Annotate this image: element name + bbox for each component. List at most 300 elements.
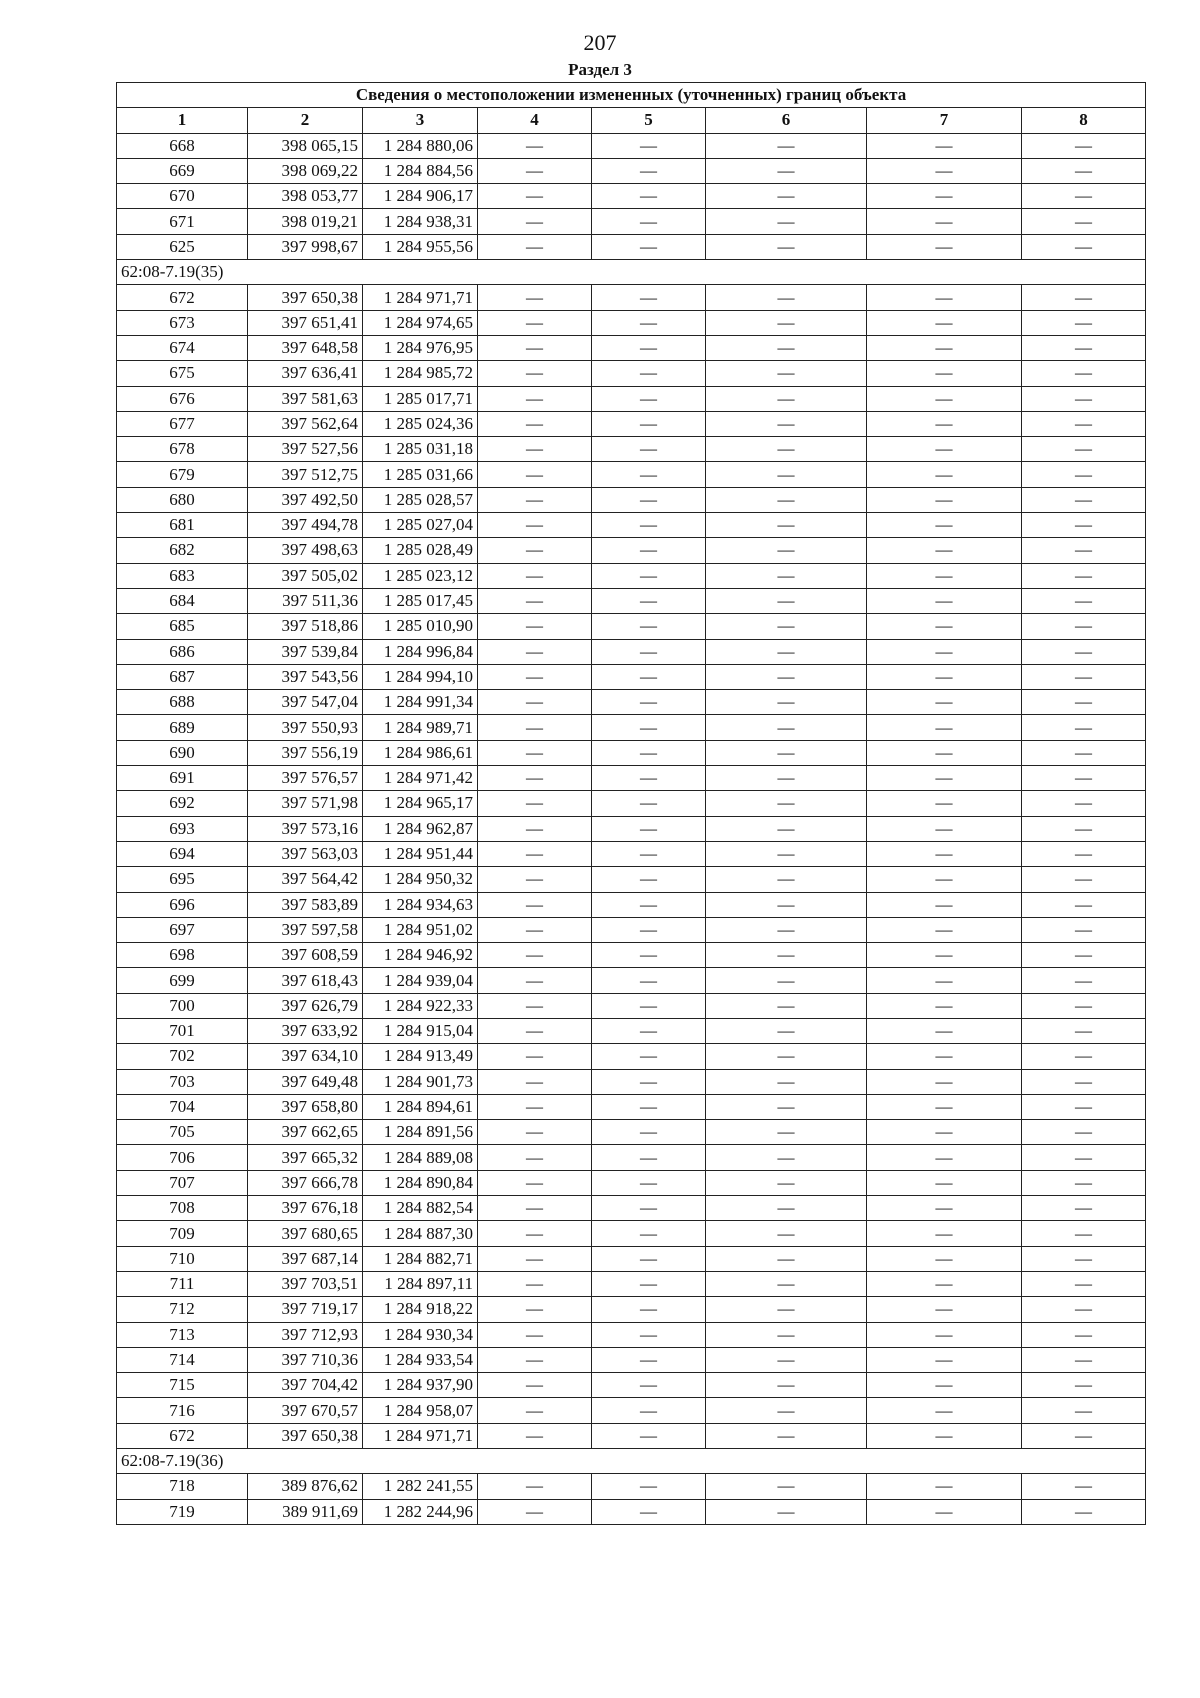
table-row (117, 538, 1146, 563)
column-7-cell: — (867, 664, 1022, 689)
column-7-cell: — (867, 234, 1022, 259)
column-6-cell: — (706, 513, 867, 538)
column-8-cell: — (1022, 639, 1146, 664)
x-coordinate-cell: 397 676,18 (248, 1196, 363, 1221)
table-row (117, 1398, 1146, 1423)
column-4-cell: — (478, 1069, 592, 1094)
column-4-cell: — (478, 943, 592, 968)
y-coordinate-cell: 1 284 951,44 (363, 841, 478, 866)
table-row (117, 462, 1146, 487)
y-coordinate-cell: 1 284 887,30 (363, 1221, 478, 1246)
column-6-cell: — (706, 1170, 867, 1195)
column-7-cell: — (867, 411, 1022, 436)
column-8-cell: — (1022, 487, 1146, 512)
column-8-cell: — (1022, 588, 1146, 613)
column-6-cell: — (706, 386, 867, 411)
x-coordinate-cell: 398 019,21 (248, 209, 363, 234)
table-row (117, 310, 1146, 335)
column-6-cell: — (706, 285, 867, 310)
column-header: 6 (706, 108, 867, 133)
column-4-cell: — (478, 816, 592, 841)
column-8-cell: — (1022, 1094, 1146, 1119)
x-coordinate-cell: 397 492,50 (248, 487, 363, 512)
group-row (117, 1449, 1146, 1474)
column-5-cell: — (592, 892, 706, 917)
column-7-cell: — (867, 1094, 1022, 1119)
column-5-cell: — (592, 1145, 706, 1170)
point-number-cell: 689 (117, 715, 248, 740)
table-row (117, 513, 1146, 538)
column-4-cell: — (478, 462, 592, 487)
y-coordinate-cell: 1 284 958,07 (363, 1398, 478, 1423)
x-coordinate-cell: 397 573,16 (248, 816, 363, 841)
point-number-cell: 671 (117, 209, 248, 234)
column-6-cell: — (706, 184, 867, 209)
table-row (117, 209, 1146, 234)
column-5-cell: — (592, 437, 706, 462)
x-coordinate-cell: 397 703,51 (248, 1271, 363, 1296)
x-coordinate-cell: 397 597,58 (248, 917, 363, 942)
column-4-cell: — (478, 335, 592, 360)
column-header: 2 (248, 108, 363, 133)
point-number-cell: 684 (117, 588, 248, 613)
column-5-cell: — (592, 1297, 706, 1322)
column-6-cell: — (706, 335, 867, 360)
point-number-cell: 674 (117, 335, 248, 360)
column-8-cell: — (1022, 285, 1146, 310)
table-row (117, 664, 1146, 689)
table-row (117, 1044, 1146, 1069)
table-row (117, 1094, 1146, 1119)
column-8-cell: — (1022, 1018, 1146, 1043)
column-4-cell: — (478, 1145, 592, 1170)
table-row (117, 816, 1146, 841)
column-7-cell: — (867, 1044, 1022, 1069)
column-7-cell: — (867, 361, 1022, 386)
column-7-cell: — (867, 892, 1022, 917)
column-6-cell: — (706, 538, 867, 563)
column-6-cell: — (706, 1246, 867, 1271)
table-row (117, 943, 1146, 968)
table-row (117, 1145, 1146, 1170)
table-row (117, 158, 1146, 183)
x-coordinate-cell: 397 626,79 (248, 993, 363, 1018)
column-8-cell: — (1022, 411, 1146, 436)
column-6-cell: — (706, 664, 867, 689)
column-7-cell: — (867, 1145, 1022, 1170)
table-row (117, 1297, 1146, 1322)
point-number-cell: 691 (117, 766, 248, 791)
column-6-cell: — (706, 1018, 867, 1043)
column-8-cell: — (1022, 816, 1146, 841)
column-5-cell: — (592, 335, 706, 360)
column-5-cell: — (592, 1499, 706, 1524)
y-coordinate-cell: 1 284 922,33 (363, 993, 478, 1018)
column-8-cell: — (1022, 1499, 1146, 1524)
y-coordinate-cell: 1 284 971,42 (363, 766, 478, 791)
column-4-cell: — (478, 1094, 592, 1119)
column-8-cell: — (1022, 1221, 1146, 1246)
point-number-cell: 675 (117, 361, 248, 386)
column-8-cell: — (1022, 158, 1146, 183)
column-7-cell: — (867, 513, 1022, 538)
column-8-cell: — (1022, 841, 1146, 866)
y-coordinate-cell: 1 284 882,71 (363, 1246, 478, 1271)
point-number-cell: 709 (117, 1221, 248, 1246)
column-7-cell: — (867, 816, 1022, 841)
y-coordinate-cell: 1 282 241,55 (363, 1474, 478, 1499)
point-number-cell: 687 (117, 664, 248, 689)
y-coordinate-cell: 1 282 244,96 (363, 1499, 478, 1524)
column-5-cell: — (592, 588, 706, 613)
column-7-cell: — (867, 740, 1022, 765)
column-4-cell: — (478, 1170, 592, 1195)
table-row (117, 487, 1146, 512)
column-8-cell: — (1022, 690, 1146, 715)
y-coordinate-cell: 1 284 996,84 (363, 639, 478, 664)
column-5-cell: — (592, 968, 706, 993)
column-4-cell: — (478, 614, 592, 639)
column-7-cell: — (867, 690, 1022, 715)
x-coordinate-cell: 397 518,86 (248, 614, 363, 639)
column-5-cell: — (592, 715, 706, 740)
column-6-cell: — (706, 158, 867, 183)
column-6-cell: — (706, 943, 867, 968)
point-number-cell: 710 (117, 1246, 248, 1271)
column-7-cell: — (867, 209, 1022, 234)
y-coordinate-cell: 1 284 991,34 (363, 690, 478, 715)
column-8-cell: — (1022, 917, 1146, 942)
point-number-cell: 690 (117, 740, 248, 765)
y-coordinate-cell: 1 285 028,49 (363, 538, 478, 563)
column-5-cell: — (592, 816, 706, 841)
group-label: 62:08-7.19(36) (117, 1449, 1146, 1474)
point-number-cell: 683 (117, 563, 248, 588)
x-coordinate-cell: 397 562,64 (248, 411, 363, 436)
column-8-cell: — (1022, 1069, 1146, 1094)
column-5-cell: — (592, 209, 706, 234)
column-4-cell: — (478, 234, 592, 259)
point-number-cell: 676 (117, 386, 248, 411)
column-7-cell: — (867, 437, 1022, 462)
column-6-cell: — (706, 816, 867, 841)
table-row (117, 1347, 1146, 1372)
column-7-cell: — (867, 917, 1022, 942)
column-5-cell: — (592, 310, 706, 335)
y-coordinate-cell: 1 284 955,56 (363, 234, 478, 259)
x-coordinate-cell: 398 053,77 (248, 184, 363, 209)
point-number-cell: 680 (117, 487, 248, 512)
point-number-cell: 696 (117, 892, 248, 917)
column-5-cell: — (592, 841, 706, 866)
point-number-cell: 692 (117, 791, 248, 816)
y-coordinate-cell: 1 284 913,49 (363, 1044, 478, 1069)
column-5-cell: — (592, 285, 706, 310)
column-8-cell: — (1022, 1322, 1146, 1347)
y-coordinate-cell: 1 284 891,56 (363, 1120, 478, 1145)
table-row (117, 1170, 1146, 1195)
column-5-cell: — (592, 1246, 706, 1271)
y-coordinate-cell: 1 284 974,65 (363, 310, 478, 335)
point-number-cell: 704 (117, 1094, 248, 1119)
point-number-cell: 699 (117, 968, 248, 993)
column-8-cell: — (1022, 335, 1146, 360)
column-6-cell: — (706, 209, 867, 234)
y-coordinate-cell: 1 284 918,22 (363, 1297, 478, 1322)
column-4-cell: — (478, 437, 592, 462)
point-number-cell: 688 (117, 690, 248, 715)
column-5-cell: — (592, 1196, 706, 1221)
column-5-cell: — (592, 563, 706, 588)
column-7-cell: — (867, 791, 1022, 816)
column-8-cell: — (1022, 1145, 1146, 1170)
column-7-cell: — (867, 639, 1022, 664)
section-title: Раздел 3 (568, 60, 632, 79)
y-coordinate-cell: 1 284 933,54 (363, 1347, 478, 1372)
x-coordinate-cell: 397 658,80 (248, 1094, 363, 1119)
column-8-cell: — (1022, 715, 1146, 740)
x-coordinate-cell: 397 670,57 (248, 1398, 363, 1423)
column-5-cell: — (592, 234, 706, 259)
column-4-cell: — (478, 1398, 592, 1423)
column-7-cell: — (867, 1373, 1022, 1398)
y-coordinate-cell: 1 284 986,61 (363, 740, 478, 765)
column-4-cell: — (478, 639, 592, 664)
column-8-cell: — (1022, 234, 1146, 259)
point-number-cell: 670 (117, 184, 248, 209)
column-8-cell: — (1022, 1246, 1146, 1271)
column-6-cell: — (706, 1322, 867, 1347)
column-7-cell: — (867, 538, 1022, 563)
point-number-cell: 713 (117, 1322, 248, 1347)
column-5-cell: — (592, 1423, 706, 1448)
table-row (117, 892, 1146, 917)
column-6-cell: — (706, 867, 867, 892)
table-row (117, 234, 1146, 259)
column-7-cell: — (867, 487, 1022, 512)
x-coordinate-cell: 397 505,02 (248, 563, 363, 588)
table-row (117, 563, 1146, 588)
column-8-cell: — (1022, 1044, 1146, 1069)
column-8-cell: — (1022, 791, 1146, 816)
column-5-cell: — (592, 184, 706, 209)
column-8-cell: — (1022, 133, 1146, 158)
column-6-cell: — (706, 639, 867, 664)
column-7-cell: — (867, 1170, 1022, 1195)
x-coordinate-cell: 397 687,14 (248, 1246, 363, 1271)
column-5-cell: — (592, 1322, 706, 1347)
table-row (117, 766, 1146, 791)
table-row (117, 968, 1146, 993)
y-coordinate-cell: 1 285 028,57 (363, 487, 478, 512)
table-row (117, 133, 1146, 158)
point-number-cell: 669 (117, 158, 248, 183)
point-number-cell: 714 (117, 1347, 248, 1372)
column-5-cell: — (592, 386, 706, 411)
x-coordinate-cell: 397 680,65 (248, 1221, 363, 1246)
column-4-cell: — (478, 361, 592, 386)
table-row (117, 184, 1146, 209)
x-coordinate-cell: 397 649,48 (248, 1069, 363, 1094)
column-5-cell: — (592, 740, 706, 765)
page-number: 207 (583, 30, 617, 55)
column-8-cell: — (1022, 1423, 1146, 1448)
point-number-cell: 694 (117, 841, 248, 866)
table-row (117, 917, 1146, 942)
column-5-cell: — (592, 133, 706, 158)
x-coordinate-cell: 397 634,10 (248, 1044, 363, 1069)
column-7-cell: — (867, 993, 1022, 1018)
y-coordinate-cell: 1 284 906,17 (363, 184, 478, 209)
x-coordinate-cell: 397 527,56 (248, 437, 363, 462)
column-6-cell: — (706, 1069, 867, 1094)
column-8-cell: — (1022, 664, 1146, 689)
column-5-cell: — (592, 993, 706, 1018)
column-6-cell: — (706, 1271, 867, 1296)
y-coordinate-cell: 1 284 938,31 (363, 209, 478, 234)
x-coordinate-cell: 397 636,41 (248, 361, 363, 386)
column-5-cell: — (592, 411, 706, 436)
x-coordinate-cell: 397 998,67 (248, 234, 363, 259)
column-6-cell: — (706, 917, 867, 942)
y-coordinate-cell: 1 284 930,34 (363, 1322, 478, 1347)
table-row (117, 791, 1146, 816)
table-row (117, 1474, 1146, 1499)
column-8-cell: — (1022, 437, 1146, 462)
y-coordinate-cell: 1 284 965,17 (363, 791, 478, 816)
column-4-cell: — (478, 184, 592, 209)
column-6-cell: — (706, 563, 867, 588)
y-coordinate-cell: 1 285 017,45 (363, 588, 478, 613)
column-4-cell: — (478, 766, 592, 791)
x-coordinate-cell: 397 633,92 (248, 1018, 363, 1043)
column-6-cell: — (706, 614, 867, 639)
column-5-cell: — (592, 1120, 706, 1145)
y-coordinate-cell: 1 284 971,71 (363, 1423, 478, 1448)
column-8-cell: — (1022, 1196, 1146, 1221)
x-coordinate-cell: 397 563,03 (248, 841, 363, 866)
x-coordinate-cell: 397 494,78 (248, 513, 363, 538)
point-number-cell: 718 (117, 1474, 248, 1499)
column-5-cell: — (592, 917, 706, 942)
column-4-cell: — (478, 1499, 592, 1524)
point-number-cell: 705 (117, 1120, 248, 1145)
column-4-cell: — (478, 411, 592, 436)
column-4-cell: — (478, 968, 592, 993)
x-coordinate-cell: 398 069,22 (248, 158, 363, 183)
point-number-cell: 672 (117, 1423, 248, 1448)
column-7-cell: — (867, 1246, 1022, 1271)
point-number-cell: 711 (117, 1271, 248, 1296)
column-5-cell: — (592, 1044, 706, 1069)
column-4-cell: — (478, 1297, 592, 1322)
column-8-cell: — (1022, 1373, 1146, 1398)
column-5-cell: — (592, 639, 706, 664)
x-coordinate-cell: 397 648,58 (248, 335, 363, 360)
column-6-cell: — (706, 1044, 867, 1069)
column-7-cell: — (867, 1221, 1022, 1246)
column-7-cell: — (867, 1120, 1022, 1145)
point-number-cell: 685 (117, 614, 248, 639)
x-coordinate-cell: 397 550,93 (248, 715, 363, 740)
column-6-cell: — (706, 1297, 867, 1322)
table-row (117, 285, 1146, 310)
column-4-cell: — (478, 1120, 592, 1145)
x-coordinate-cell: 397 651,41 (248, 310, 363, 335)
table-row (117, 1018, 1146, 1043)
table-row (117, 715, 1146, 740)
table-row (117, 1373, 1146, 1398)
table-row (117, 690, 1146, 715)
column-4-cell: — (478, 664, 592, 689)
column-4-cell: — (478, 841, 592, 866)
column-5-cell: — (592, 791, 706, 816)
column-4-cell: — (478, 867, 592, 892)
column-5-cell: — (592, 766, 706, 791)
column-6-cell: — (706, 1373, 867, 1398)
column-5-cell: — (592, 664, 706, 689)
column-header: 4 (478, 108, 592, 133)
column-8-cell: — (1022, 1398, 1146, 1423)
column-6-cell: — (706, 968, 867, 993)
point-number-cell: 706 (117, 1145, 248, 1170)
column-8-cell: — (1022, 993, 1146, 1018)
column-5-cell: — (592, 361, 706, 386)
column-5-cell: — (592, 1474, 706, 1499)
y-coordinate-cell: 1 284 882,54 (363, 1196, 478, 1221)
column-5-cell: — (592, 1221, 706, 1246)
column-7-cell: — (867, 766, 1022, 791)
x-coordinate-cell: 397 539,84 (248, 639, 363, 664)
column-4-cell: — (478, 158, 592, 183)
column-4-cell: — (478, 740, 592, 765)
point-number-cell: 698 (117, 943, 248, 968)
column-6-cell: — (706, 411, 867, 436)
column-7-cell: — (867, 1196, 1022, 1221)
column-8-cell: — (1022, 867, 1146, 892)
column-8-cell: — (1022, 1474, 1146, 1499)
column-4-cell: — (478, 892, 592, 917)
y-coordinate-cell: 1 285 024,36 (363, 411, 478, 436)
column-6-cell: — (706, 1499, 867, 1524)
column-5-cell: — (592, 867, 706, 892)
column-7-cell: — (867, 1474, 1022, 1499)
column-7-cell: — (867, 1322, 1022, 1347)
column-6-cell: — (706, 1423, 867, 1448)
column-7-cell: — (867, 184, 1022, 209)
column-header-row (117, 108, 1146, 133)
y-coordinate-cell: 1 284 880,06 (363, 133, 478, 158)
x-coordinate-cell: 398 065,15 (248, 133, 363, 158)
column-7-cell: — (867, 462, 1022, 487)
table-row (117, 1423, 1146, 1448)
table-row (117, 1120, 1146, 1145)
point-number-cell: 679 (117, 462, 248, 487)
column-6-cell: — (706, 1221, 867, 1246)
column-5-cell: — (592, 1170, 706, 1195)
x-coordinate-cell: 397 710,36 (248, 1347, 363, 1372)
column-8-cell: — (1022, 740, 1146, 765)
x-coordinate-cell: 397 581,63 (248, 386, 363, 411)
boundary-coordinates-table (116, 82, 1146, 1525)
point-number-cell: 712 (117, 1297, 248, 1322)
column-6-cell: — (706, 133, 867, 158)
x-coordinate-cell: 389 911,69 (248, 1499, 363, 1524)
y-coordinate-cell: 1 284 971,71 (363, 285, 478, 310)
column-4-cell: — (478, 1474, 592, 1499)
column-7-cell: — (867, 1347, 1022, 1372)
table-row (117, 740, 1146, 765)
